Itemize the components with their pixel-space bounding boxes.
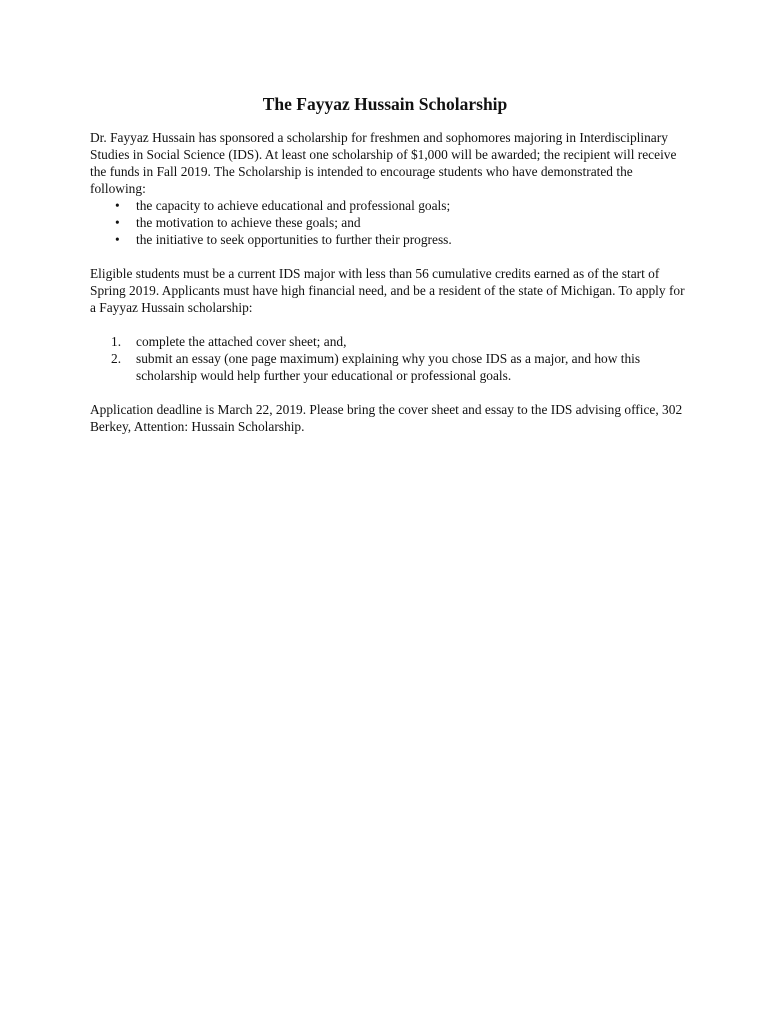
bullet-icon: • [115,198,120,213]
deadline-paragraph: Application deadline is March 22, 2019. Please bring the cover sheet and essay to the IDS advising office, 302 Berkey, Attention: Hussain Scholarship. [90,402,683,434]
spacer [90,384,690,401]
criteria-list [90,197,690,248]
document-title: The Fayyaz Hussain Scholarship [262,94,508,114]
list-item [90,333,690,350]
spacer [90,316,690,333]
bullet-icon: • [115,215,120,230]
list-item [90,197,690,214]
list-item [90,350,690,384]
application-steps-list [90,333,690,384]
intro-paragraph: Dr. Fayyaz Hussain has sponsored a scholarship for freshmen and sophomores majoring in Interdisciplinary Studies in Social Science (IDS). At least one scholarship of $1,000 will be awarded; the recipient will receive the funds in Fall 2019. The Scholarship is intended to encourage students who have demonstrated the following: [90,130,677,196]
step-number: 1. [111,334,122,349]
step-text: submit an essay (one page maximum) explaining why you chose IDS as a major, and how this scholarship would help further your educational or professional goals. [136,351,641,383]
document-body [90,129,690,435]
spacer [90,248,690,265]
criteria-text: the capacity to achieve educational and professional goals; [136,198,451,213]
criteria-text: the motivation to achieve these goals; and [136,215,361,230]
list-item [90,214,690,231]
eligibility-paragraph: Eligible students must be a current IDS major with less than 56 cumulative credits earned as of the start of Spring 2019. Applicants must have high financial need, and be a resident of the state of Michigan. To apply for a Fayyaz Hussain scholarship: [90,266,685,315]
bullet-icon: • [115,232,120,247]
list-item [90,231,690,248]
step-number: 2. [111,351,122,366]
step-text: complete the attached cover sheet; and, [136,334,347,349]
criteria-text: the initiative to seek opportunities to further their progress. [136,232,452,247]
